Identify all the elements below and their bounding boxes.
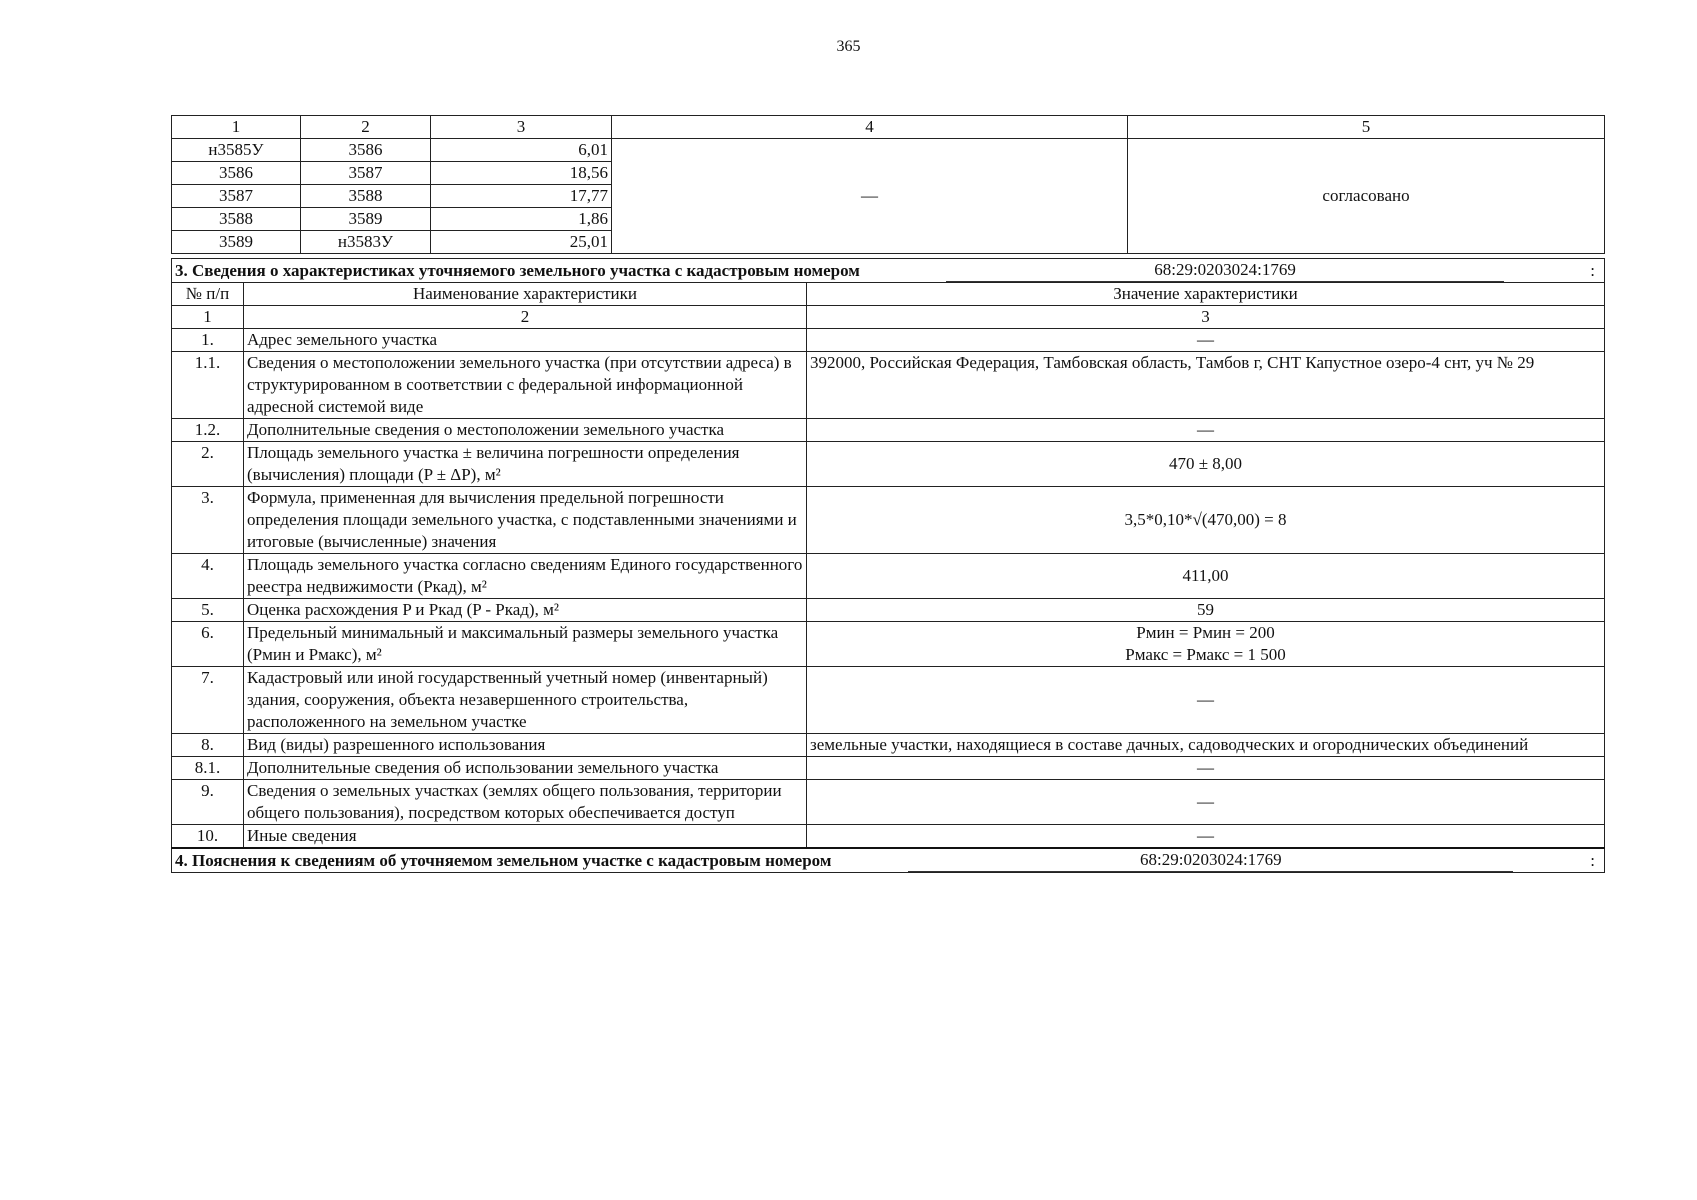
boundary-length: 1,86	[431, 208, 612, 231]
boundary-from: 3586	[172, 162, 301, 185]
table-row	[172, 487, 1605, 554]
row-num: 1.2.	[172, 419, 244, 442]
boundary-to: 3587	[301, 162, 431, 185]
table-row	[172, 329, 1605, 352]
row-num: 6.	[172, 622, 244, 667]
boundary-to: 3586	[301, 139, 431, 162]
table-row	[172, 442, 1605, 487]
row-num: 10.	[172, 825, 244, 849]
table-row	[172, 667, 1605, 734]
row-value: —	[807, 757, 1605, 780]
boundary-header-5: 5	[1128, 116, 1605, 139]
row-num: 8.1.	[172, 757, 244, 780]
row-value: —	[807, 825, 1605, 849]
boundary-agreement-status: согласовано	[1128, 139, 1605, 254]
boundary-header-4: 4	[612, 116, 1128, 139]
row-value: —	[807, 780, 1605, 825]
row-name: Сведения о местоположении земельного участка (при отсутствии адреса) в структурированном в соответствии с федеральной информационной адресной системой виде	[244, 352, 807, 419]
row-name: Предельный минимальный и максимальный размеры земельного участка (Рмин и Рмакс), м²	[244, 622, 807, 667]
row-name: Площадь земельного участка согласно сведениям Единого государственного реестра недвижимости (Ркад), м²	[244, 554, 807, 599]
table-row	[172, 734, 1605, 757]
table-row	[172, 757, 1605, 780]
section3-cadastral-number: 68:29:0203024:1769	[946, 259, 1504, 282]
row-num: 3.	[172, 487, 244, 554]
page-number: 365	[836, 38, 861, 55]
table-row	[172, 622, 1605, 667]
characteristics-header-row	[172, 283, 1605, 306]
row-num: 2.	[172, 442, 244, 487]
table-row	[172, 780, 1605, 825]
boundary-from: н3585У	[172, 139, 301, 162]
boundary-header-1: 1	[172, 116, 301, 139]
table-row	[172, 352, 1605, 419]
boundary-header-2: 2	[301, 116, 431, 139]
boundary-table	[171, 115, 1605, 254]
boundary-length: 17,77	[431, 185, 612, 208]
boundary-col4-value: —	[612, 139, 1128, 254]
header-num-1: 1	[172, 306, 244, 329]
header-value: Значение характеристики	[807, 283, 1605, 306]
row-value-min: Рмин = Рмин = 200	[1136, 623, 1275, 642]
boundary-to: 3589	[301, 208, 431, 231]
row-value: —	[807, 419, 1605, 442]
row-num: 1.	[172, 329, 244, 352]
table-row	[172, 599, 1605, 622]
characteristics-table	[171, 258, 1605, 873]
section4-title: 4. Пояснения к сведениям об уточняемом земельном участке с кадастровым номером	[175, 851, 832, 870]
row-value: 411,00	[807, 554, 1605, 599]
row-name: Дополнительные сведения о местоположении земельного участка	[244, 419, 807, 442]
header-num-3: 3	[807, 306, 1605, 329]
boundary-header-row	[172, 116, 1605, 139]
header-num-2: 2	[244, 306, 807, 329]
boundary-to: н3583У	[301, 231, 431, 254]
row-value: —	[807, 329, 1605, 352]
table-row	[172, 825, 1605, 849]
characteristics-header-num-row	[172, 306, 1605, 329]
row-num: 9.	[172, 780, 244, 825]
row-num: 4.	[172, 554, 244, 599]
header-name: Наименование характеристики	[244, 283, 807, 306]
row-name: Дополнительные сведения об использовании земельного участка	[244, 757, 807, 780]
section4-colon: :	[1590, 851, 1595, 870]
boundary-length: 25,01	[431, 231, 612, 254]
row-value-max: Рмакс = Рмакс = 1 500	[1125, 645, 1286, 664]
section3-title-cell	[172, 259, 1605, 283]
boundary-row	[172, 139, 1605, 162]
row-value: земельные участки, находящиеся в составе дачных, садоводческих и огороднических объединений	[807, 734, 1605, 757]
row-value: 3,5*0,10*√(470,00) = 8	[807, 487, 1605, 554]
boundary-length: 6,01	[431, 139, 612, 162]
row-value: 392000, Российская Федерация, Тамбовская область, Тамбов г, СНТ Капустное озеро-4 снт, уч № 29	[807, 352, 1605, 419]
boundary-length: 18,56	[431, 162, 612, 185]
section3-title: 3. Сведения о характеристиках уточняемого земельного участка с кадастровым номером	[175, 261, 860, 280]
row-num: 7.	[172, 667, 244, 734]
header-num: № п/п	[172, 283, 244, 306]
row-value: 470 ± 8,00	[807, 442, 1605, 487]
row-num: 5.	[172, 599, 244, 622]
section3-title-row	[172, 259, 1605, 283]
section4-title-cell	[172, 848, 1605, 873]
row-value: —	[807, 667, 1605, 734]
boundary-from: 3588	[172, 208, 301, 231]
row-name: Кадастровый или иной государственный учетный номер (инвентарный) здания, сооружения, объекта незавершенного строительства, расположенного на земельном участке	[244, 667, 807, 734]
row-name: Адрес земельного участка	[244, 329, 807, 352]
boundary-header-3: 3	[431, 116, 612, 139]
section4-title-row	[172, 848, 1605, 873]
row-name: Оценка расхождения P и Ркад (P - Ркад), м²	[244, 599, 807, 622]
table-row	[172, 419, 1605, 442]
row-name: Сведения о земельных участках (землях общего пользования, территории общего пользования), посредством которых обеспечивается доступ	[244, 780, 807, 825]
row-name: Площадь земельного участка ± величина погрешности определения (вычисления) площади (P ± ΔP), м²	[244, 442, 807, 487]
row-num: 1.1.	[172, 352, 244, 419]
row-name: Формула, примененная для вычисления предельной погрешности определения площади земельного участка, с подставленными значениями и итоговые (вычисленные) значения	[244, 487, 807, 554]
boundary-from: 3587	[172, 185, 301, 208]
boundary-from: 3589	[172, 231, 301, 254]
row-value: 59	[807, 599, 1605, 622]
row-value-pair	[807, 622, 1605, 667]
row-name: Иные сведения	[244, 825, 807, 849]
row-name: Вид (виды) разрешенного использования	[244, 734, 807, 757]
section3-colon: :	[1590, 261, 1595, 280]
section4-cadastral-number: 68:29:0203024:1769	[908, 849, 1513, 872]
table-row	[172, 554, 1605, 599]
boundary-to: 3588	[301, 185, 431, 208]
row-num: 8.	[172, 734, 244, 757]
